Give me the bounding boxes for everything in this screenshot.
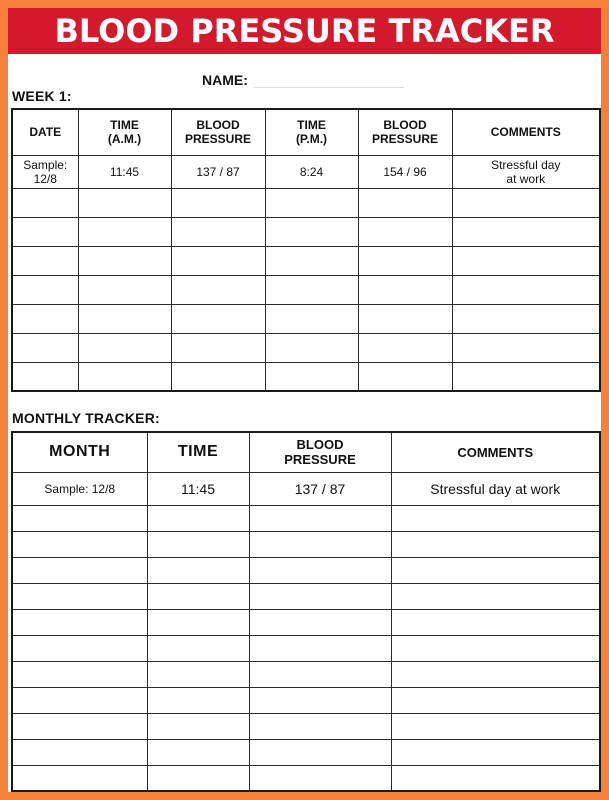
- entry-cell[interactable]: [452, 304, 600, 333]
- entry-cell[interactable]: [265, 362, 358, 391]
- entry-cell[interactable]: [265, 246, 358, 275]
- entry-cell[interactable]: [12, 739, 147, 765]
- entry-cell[interactable]: [391, 661, 600, 687]
- entry-cell[interactable]: [171, 275, 265, 304]
- entry-cell[interactable]: [12, 635, 147, 661]
- entry-cell[interactable]: [147, 531, 249, 557]
- header-time-am: TIME (A.M.): [78, 109, 171, 155]
- entry-cell[interactable]: [12, 217, 78, 246]
- weekly-entry-row: [12, 188, 600, 217]
- entry-cell[interactable]: [358, 362, 452, 391]
- sample-month: Sample: 12/8: [12, 472, 147, 505]
- entry-cell[interactable]: [12, 505, 147, 531]
- entry-cell[interactable]: [147, 739, 249, 765]
- header-date: DATE: [12, 109, 78, 155]
- monthly-entry-row: [12, 661, 600, 687]
- monthly-sample-row: [12, 472, 600, 505]
- entry-cell[interactable]: [12, 583, 147, 609]
- entry-cell[interactable]: [265, 275, 358, 304]
- entry-cell[interactable]: [78, 275, 171, 304]
- entry-cell[interactable]: [391, 635, 600, 661]
- entry-cell[interactable]: [78, 362, 171, 391]
- sample-date: Sample: 12/8: [12, 155, 78, 188]
- entry-cell[interactable]: [391, 713, 600, 739]
- entry-cell[interactable]: [12, 188, 78, 217]
- entry-cell[interactable]: [147, 557, 249, 583]
- entry-cell[interactable]: [12, 765, 147, 791]
- entry-cell[interactable]: [147, 713, 249, 739]
- entry-cell[interactable]: [452, 333, 600, 362]
- entry-cell[interactable]: [265, 304, 358, 333]
- entry-cell[interactable]: [78, 246, 171, 275]
- entry-cell[interactable]: [391, 583, 600, 609]
- header-month: MONTH: [12, 432, 147, 472]
- entry-cell[interactable]: [171, 188, 265, 217]
- entry-cell[interactable]: [12, 362, 78, 391]
- entry-cell[interactable]: [147, 687, 249, 713]
- entry-cell[interactable]: [12, 713, 147, 739]
- week-label: WEEK 1:: [12, 88, 72, 104]
- entry-cell[interactable]: [249, 583, 391, 609]
- entry-cell[interactable]: [78, 188, 171, 217]
- entry-cell[interactable]: [249, 609, 391, 635]
- entry-cell[interactable]: [147, 661, 249, 687]
- monthly-entry-row: [12, 687, 600, 713]
- entry-cell[interactable]: [171, 246, 265, 275]
- sample-bp-am: 137 / 87: [171, 155, 265, 188]
- header-time-pm: TIME (P.M.): [265, 109, 358, 155]
- name-label: NAME:: [202, 72, 248, 88]
- page-title: BLOOD PRESSURE TRACKER: [54, 12, 555, 50]
- entry-cell[interactable]: [171, 333, 265, 362]
- entry-cell[interactable]: [249, 739, 391, 765]
- entry-cell[interactable]: [78, 304, 171, 333]
- entry-cell[interactable]: [249, 531, 391, 557]
- entry-cell[interactable]: [147, 609, 249, 635]
- header-comments: COMMENTS: [452, 109, 600, 155]
- entry-cell[interactable]: [358, 275, 452, 304]
- monthly-entry-row: [12, 765, 600, 791]
- tracker-sheet: [8, 8, 601, 792]
- sample-bp-pm: 154 / 96: [358, 155, 452, 188]
- entry-cell[interactable]: [171, 362, 265, 391]
- entry-cell[interactable]: [265, 188, 358, 217]
- entry-cell[interactable]: [249, 557, 391, 583]
- entry-cell[interactable]: [12, 333, 78, 362]
- entry-cell[interactable]: [358, 304, 452, 333]
- entry-cell[interactable]: [78, 333, 171, 362]
- entry-cell[interactable]: [78, 217, 171, 246]
- entry-cell[interactable]: [391, 739, 600, 765]
- sample-bp: 137 / 87: [249, 472, 391, 505]
- monthly-table: [11, 431, 601, 792]
- monthly-entry-row: [12, 531, 600, 557]
- entry-cell[interactable]: [12, 304, 78, 333]
- entry-cell[interactable]: [12, 609, 147, 635]
- entry-cell[interactable]: [391, 505, 600, 531]
- entry-cell[interactable]: [265, 333, 358, 362]
- weekly-entry-row: [12, 217, 600, 246]
- entry-cell[interactable]: [171, 304, 265, 333]
- entry-cell[interactable]: [358, 333, 452, 362]
- entry-cell[interactable]: [249, 687, 391, 713]
- weekly-entry-row: [12, 333, 600, 362]
- sample-monthly-comments: Stressful day at work: [391, 472, 600, 505]
- entry-cell[interactable]: [12, 661, 147, 687]
- weekly-entry-row: [12, 304, 600, 333]
- monthly-entry-row: [12, 739, 600, 765]
- entry-cell[interactable]: [147, 505, 249, 531]
- entry-cell[interactable]: [452, 188, 600, 217]
- sample-time-am: 11:45: [78, 155, 171, 188]
- weekly-header-row: [12, 109, 600, 155]
- entry-cell[interactable]: [12, 687, 147, 713]
- entry-cell[interactable]: [12, 275, 78, 304]
- sample-time: 11:45: [147, 472, 249, 505]
- weekly-entry-row: [12, 275, 600, 304]
- monthly-entry-row: [12, 713, 600, 739]
- entry-cell[interactable]: [249, 505, 391, 531]
- header-bp-pm: BLOOD PRESSURE: [358, 109, 452, 155]
- header-bp: BLOOD PRESSURE: [249, 432, 391, 472]
- entry-cell[interactable]: [452, 275, 600, 304]
- entry-cell[interactable]: [249, 713, 391, 739]
- entry-cell[interactable]: [249, 661, 391, 687]
- entry-cell[interactable]: [265, 217, 358, 246]
- monthly-entry-row: [12, 557, 600, 583]
- monthly-entry-row: [12, 609, 600, 635]
- entry-cell[interactable]: [12, 557, 147, 583]
- entry-cell[interactable]: [391, 557, 600, 583]
- monthly-label: MONTHLY TRACKER:: [12, 410, 160, 426]
- weekly-entry-row: [12, 246, 600, 275]
- title-banner: [8, 8, 601, 54]
- entry-cell[interactable]: [452, 362, 600, 391]
- entry-cell[interactable]: [12, 246, 78, 275]
- entry-cell[interactable]: [171, 217, 265, 246]
- entry-cell[interactable]: [391, 531, 600, 557]
- entry-cell[interactable]: [147, 583, 249, 609]
- monthly-entry-row: [12, 505, 600, 531]
- entry-cell[interactable]: [358, 217, 452, 246]
- entry-cell[interactable]: [249, 635, 391, 661]
- entry-cell[interactable]: [391, 609, 600, 635]
- sample-time-pm: 8:24: [265, 155, 358, 188]
- entry-cell[interactable]: [452, 246, 600, 275]
- entry-cell[interactable]: [391, 687, 600, 713]
- monthly-entry-row: [12, 583, 600, 609]
- header-monthly-comments: COMMENTS: [391, 432, 600, 472]
- header-bp-am: BLOOD PRESSURE: [171, 109, 265, 155]
- entry-cell[interactable]: [147, 765, 249, 791]
- entry-cell[interactable]: [358, 246, 452, 275]
- entry-cell[interactable]: [249, 765, 391, 791]
- header-time: TIME: [147, 432, 249, 472]
- sample-comments: Stressful day at work: [452, 155, 600, 188]
- monthly-header-row: [12, 432, 600, 472]
- weekly-table: [11, 108, 601, 392]
- name-input-line[interactable]: [254, 74, 404, 88]
- weekly-entry-row: [12, 362, 600, 391]
- weekly-sample-row: [12, 155, 600, 188]
- entry-cell[interactable]: [358, 188, 452, 217]
- entry-cell[interactable]: [452, 217, 600, 246]
- entry-cell[interactable]: [147, 635, 249, 661]
- entry-cell[interactable]: [391, 765, 600, 791]
- name-field-row: [202, 72, 404, 88]
- entry-cell[interactable]: [12, 531, 147, 557]
- monthly-entry-row: [12, 635, 600, 661]
